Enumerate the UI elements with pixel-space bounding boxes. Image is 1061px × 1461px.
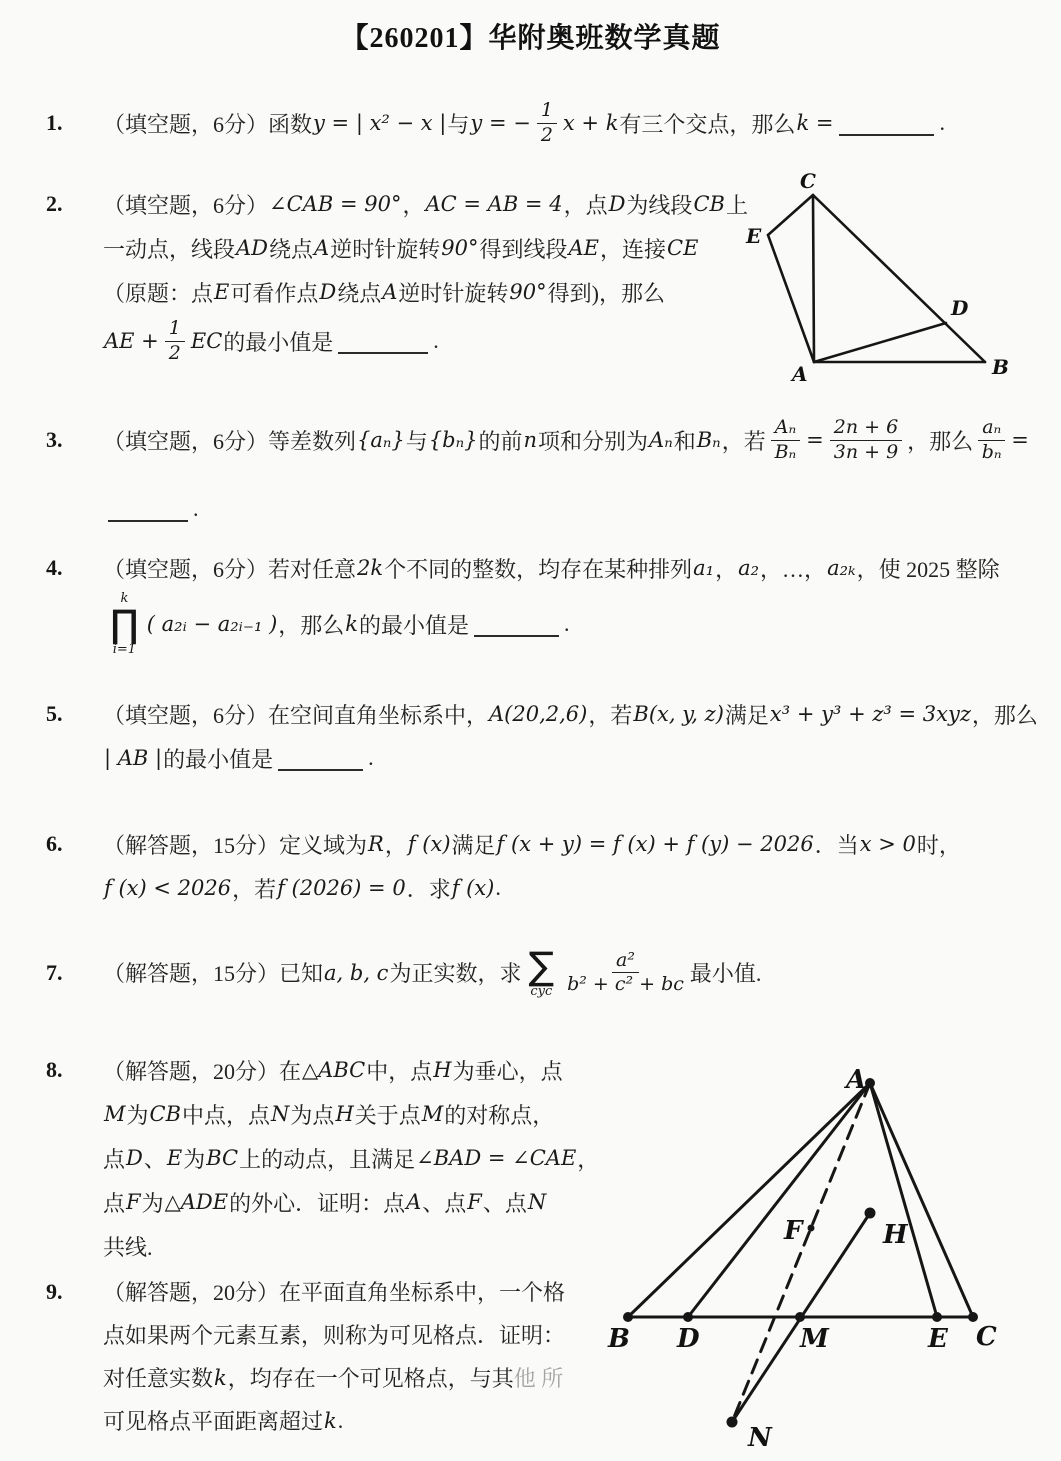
fraction-denominator: bₙ	[981, 440, 1002, 463]
fraction-numerator: 1	[165, 318, 185, 341]
problem-4	[46, 546, 1000, 658]
figure-edge-AC	[870, 1083, 973, 1317]
text-run: 上	[725, 192, 748, 218]
text-run: 共线.	[103, 1234, 153, 1260]
problem-9-number: 9.	[46, 1279, 63, 1304]
problem-9-text	[103, 1270, 565, 1442]
math-run: A	[382, 280, 398, 304]
problem-5-line-1	[103, 692, 1038, 736]
text-run: .	[368, 745, 374, 770]
math-run: 90°	[441, 236, 479, 260]
math-run: △ABC	[302, 1058, 366, 1082]
figure-label-C: C	[800, 169, 816, 193]
problem-6-line-2	[103, 866, 961, 910]
math-run: N	[527, 1190, 547, 1214]
math-run: AE +	[104, 329, 159, 353]
problem-7-text	[103, 935, 761, 1010]
text-run: .	[939, 110, 945, 135]
text-run: 关于点	[354, 1102, 421, 1128]
figure-point-C	[968, 1312, 978, 1322]
text-run: 、点	[422, 1190, 467, 1216]
math-run: AC = AB = 4	[425, 192, 563, 216]
blank-underline	[278, 753, 363, 770]
text-run: 对任意实数	[103, 1366, 214, 1391]
page-title: 【260201】华附奥班数学真题	[340, 23, 721, 54]
figure-label-D: D	[951, 296, 969, 320]
figure-label-H: H	[883, 1220, 908, 1250]
text-run: ．求	[406, 876, 451, 902]
problem-8-line-4	[103, 1180, 599, 1224]
math-run: E	[214, 280, 230, 304]
figure-point-D	[683, 1312, 693, 1322]
figure-label-E: E	[746, 224, 762, 248]
text-run: 为点	[290, 1102, 335, 1128]
problem-8-text	[103, 1048, 599, 1268]
problem-5	[46, 692, 1038, 780]
fraction-numerator: Aₙ	[771, 417, 800, 440]
sum-symbol: ∑	[528, 944, 555, 988]
math-run: E	[166, 1146, 183, 1170]
math-run: H	[335, 1102, 354, 1126]
text-run: （解答题，20分）在	[103, 1058, 302, 1084]
figure-label-A: A	[846, 1065, 867, 1095]
text-run: 点	[103, 1190, 126, 1216]
problem-2-number: 2.	[46, 191, 63, 216]
math-run: k	[214, 1365, 227, 1390]
text-run: ，若	[721, 428, 766, 454]
product-operator	[110, 592, 139, 656]
text-run: 的最小值是	[163, 746, 274, 772]
text-run: ，若	[232, 876, 277, 902]
math-run: {aₙ}	[357, 428, 405, 452]
text-run: 为	[183, 1146, 206, 1172]
text-run: 得到线段	[479, 236, 568, 262]
text-run: 绕点	[337, 280, 382, 306]
text-run: 最小值.	[689, 961, 762, 986]
text-run: 的最小值是	[223, 329, 334, 355]
math-run: BC	[206, 1146, 239, 1170]
figure-point-F	[808, 1225, 815, 1232]
problem-2-line-4	[103, 314, 748, 368]
figure-edge-CE	[768, 195, 813, 235]
text-run: 、	[143, 1146, 166, 1172]
problem-5-text	[103, 692, 1038, 780]
problem-2-line-1	[103, 182, 748, 226]
text-run: 、点	[482, 1190, 527, 1216]
math-run: k	[324, 1408, 337, 1433]
math-run: Aₙ	[649, 428, 673, 452]
text-run: （原题：点	[103, 280, 214, 306]
blank-underline	[474, 619, 559, 636]
text-run: ，使 2025 整除	[856, 556, 1000, 582]
math-run: F	[126, 1190, 141, 1214]
figure-edge-AB	[628, 1083, 870, 1317]
text-run: 的前	[478, 428, 523, 454]
problem-8	[46, 1048, 599, 1268]
text-run: 时，	[916, 832, 961, 858]
fraction-denominator: b² + c² + bc	[567, 973, 684, 995]
problem-7-line-1	[103, 935, 761, 1010]
math-run: x + k	[562, 111, 619, 135]
figure-point-N	[727, 1417, 738, 1428]
math-run: f (x + y) = f (x) + f (y) − 2026	[496, 832, 814, 856]
problem-8-line-2	[103, 1092, 599, 1136]
problem-3-number: 3.	[46, 427, 63, 452]
math-run: A	[406, 1190, 422, 1214]
figure-edge-AD	[814, 323, 946, 362]
blank-underline	[108, 504, 188, 521]
text-run: 中点，点	[182, 1102, 271, 1128]
fraction	[165, 318, 185, 364]
math-run: AE	[568, 236, 599, 260]
problem-1-line-1	[103, 95, 945, 151]
fraction-denominator: 3n + 9	[833, 440, 899, 463]
math-run: Bₙ	[696, 428, 721, 452]
figure-edge-EA	[768, 235, 814, 362]
text-run: 上的动点，且满足	[239, 1146, 416, 1172]
math-run: ( a₂ᵢ − a₂ᵢ₋₁ )	[146, 612, 278, 636]
math-run: D	[608, 192, 626, 216]
figure-point-A	[865, 1078, 875, 1088]
text-run: 满足	[724, 702, 769, 728]
math-run: H	[433, 1058, 452, 1082]
problem-6-number: 6.	[46, 831, 63, 856]
figure-edge-AD	[688, 1083, 870, 1317]
fraction	[978, 417, 1005, 463]
problem-8-line-3	[103, 1136, 599, 1180]
problem-4-number: 4.	[46, 555, 63, 580]
problem-9	[46, 1270, 565, 1442]
text-run: （填空题，6分）在空间直角坐标系中，	[103, 702, 489, 728]
text-run: （解答题，15分）已知	[103, 961, 324, 986]
text-run: ，	[577, 1146, 600, 1172]
math-run: n	[523, 428, 538, 452]
text-run: 和	[673, 428, 696, 454]
text-run: 为垂心，点	[452, 1058, 563, 1084]
text-run: ，	[384, 832, 407, 858]
text-run: .	[495, 875, 501, 900]
problem-2-line-3	[103, 270, 748, 314]
text-run: 逆时针旋转	[330, 236, 441, 262]
text-run: 项和分别为	[538, 428, 649, 454]
text-run: .	[564, 611, 570, 636]
figure-point-H	[865, 1208, 876, 1219]
problem-4-text	[103, 546, 1000, 658]
problem-4-line-2	[103, 590, 1000, 658]
sum-operator	[528, 944, 555, 999]
fraction	[537, 100, 557, 146]
problem-7	[46, 935, 761, 1010]
text-run: ，那么	[907, 428, 974, 454]
problem-2	[46, 182, 748, 368]
figure-label-B: B	[992, 355, 1009, 379]
fraction-denominator: Bₙ	[774, 440, 797, 463]
operator-lower-limit: i=1	[112, 642, 137, 657]
fraction	[771, 417, 800, 463]
problem-3-text	[103, 410, 1030, 534]
figure-label-F: F	[784, 1216, 803, 1246]
text-run: 为	[141, 1190, 164, 1216]
text-run: （填空题，6分）等差数列	[103, 428, 357, 454]
math-run: F	[467, 1190, 482, 1214]
text-run: 点如果两个元素互素，则称为可见格点．证明：	[103, 1323, 566, 1348]
math-run: CE	[667, 236, 699, 260]
math-run: =	[1011, 428, 1029, 452]
figure-point-E	[932, 1312, 942, 1322]
math-run: 2k	[357, 556, 384, 580]
math-run: y = −	[470, 111, 531, 135]
math-run: D	[126, 1146, 143, 1170]
problem-4-line-1	[103, 546, 1000, 590]
problem-6	[46, 822, 961, 910]
text-run: .	[433, 328, 439, 353]
math-run: a₂	[738, 556, 760, 580]
math-run: CB	[693, 192, 725, 216]
text-run: 他 所	[513, 1366, 564, 1391]
math-run: a₂ₖ	[827, 556, 856, 580]
math-run: R	[368, 832, 384, 856]
text-run: 一动点，线段	[103, 236, 236, 262]
problem-8-line-1	[103, 1048, 599, 1092]
problem-8-number: 8.	[46, 1057, 63, 1082]
math-run: f (x)	[407, 832, 451, 856]
problem-1-text	[103, 95, 945, 151]
text-run: 为线段	[626, 192, 693, 218]
fraction-numerator: a²	[612, 950, 639, 973]
text-run: 满足	[451, 832, 496, 858]
text-run: 的外心．证明：点	[229, 1190, 406, 1216]
text-run: ，连接	[599, 236, 666, 262]
text-run: ，那么	[971, 702, 1038, 728]
figure-label-E: E	[928, 1324, 948, 1354]
problem-1-number: 1.	[46, 110, 63, 135]
problem-8-figure	[580, 1040, 1061, 1461]
math-run: EC	[190, 329, 223, 353]
math-run: M	[421, 1102, 444, 1126]
text-run: 个不同的整数，均存在某种排列	[384, 556, 693, 582]
text-run: （填空题，6分）若对任意	[103, 556, 357, 582]
fraction-numerator: 2n + 6	[830, 417, 902, 440]
text-run: 中，点	[366, 1058, 433, 1084]
text-run: ，那么	[278, 612, 345, 638]
text-run: 与	[405, 428, 428, 454]
problem-5-line-2	[103, 736, 1038, 780]
text-run: （解答题，15分）定义域为	[103, 832, 368, 858]
text-run: 为正实数，求	[389, 961, 522, 986]
text-run: 逆时针旋转	[398, 280, 509, 306]
fraction-numerator: aₙ	[978, 417, 1005, 440]
text-run: ，…，	[760, 556, 827, 582]
fraction-numerator: 1	[537, 100, 557, 123]
text-run: （填空题，6分）	[103, 192, 269, 218]
operator-lower-limit: cyc	[530, 984, 553, 999]
problem-6-text	[103, 822, 961, 910]
problem-7-number: 7.	[46, 960, 63, 985]
text-run: （解答题，20分）在平面直角坐标系中，一个格	[103, 1280, 566, 1305]
problem-9-line-2	[103, 1313, 565, 1356]
problem-3-line-1	[103, 410, 1030, 470]
problem-1	[46, 95, 945, 151]
text-run: 的最小值是	[359, 612, 470, 638]
text-run: ，点	[563, 192, 608, 218]
math-run: B(x, y, z)	[633, 702, 724, 726]
math-run: x > 0	[859, 832, 916, 856]
text-run: .	[337, 1407, 344, 1433]
math-run: D	[319, 280, 337, 304]
problem-9-line-1	[103, 1270, 565, 1313]
math-run: | AB |	[104, 746, 163, 770]
problem-3	[46, 410, 1030, 534]
problem-9-line-3	[103, 1356, 565, 1399]
problem-6-line-1	[103, 822, 961, 866]
problem-2-text	[103, 182, 748, 368]
math-run: k =	[796, 111, 834, 135]
figure-label-B: B	[608, 1324, 630, 1354]
math-run: {bₙ}	[428, 428, 478, 452]
figure-point-B	[623, 1312, 633, 1322]
blank-underline	[338, 336, 428, 353]
figure-label-D: D	[677, 1324, 700, 1354]
text-run: 与	[447, 111, 470, 137]
math-run: △ADE	[164, 1190, 229, 1214]
math-run: A	[314, 236, 330, 260]
text-run: 可见格点平面距离超过	[103, 1409, 324, 1434]
text-run: 绕点	[269, 236, 314, 262]
operator-upper-limit: k	[120, 591, 129, 606]
text-run: 可看作点	[230, 280, 319, 306]
math-run: x³ + y³ + z³ = 3xyz	[769, 702, 971, 726]
blank-underline	[839, 118, 934, 135]
math-run: f (2026) = 0	[277, 876, 406, 900]
math-run: =	[806, 428, 824, 452]
math-run: y = | x² − x |	[313, 111, 447, 135]
figure-label-C: C	[976, 1322, 997, 1352]
fraction	[830, 417, 902, 463]
figure-edge-AE	[870, 1083, 937, 1317]
problem-2-figure	[738, 168, 1058, 396]
figure-edge-CA	[813, 195, 814, 362]
math-run: A(20,2,6)	[489, 702, 588, 726]
math-run: a, b, c	[324, 960, 389, 985]
text-run: ．当	[814, 832, 859, 858]
product-symbol: ∏	[110, 602, 139, 646]
fraction-denominator: 2	[168, 341, 181, 364]
problem-2-line-2	[103, 226, 748, 270]
math-run: CB	[149, 1102, 182, 1126]
figure-label-A: A	[792, 362, 808, 386]
math-run: M	[104, 1102, 126, 1126]
text-run: ，均存在一个可见格点，与其	[227, 1366, 514, 1391]
problem-3-line-2	[103, 484, 1030, 534]
text-run: 的对称点，	[444, 1102, 555, 1128]
math-run: k	[345, 612, 359, 636]
text-run: 得到)，那么	[547, 280, 665, 306]
text-run: .	[193, 496, 199, 521]
text-run: 点	[103, 1146, 126, 1172]
math-run: 90°	[509, 280, 547, 304]
fraction-denominator: 2	[540, 123, 553, 146]
problem-8-line-5	[103, 1224, 599, 1268]
math-run: f (x) < 2026	[104, 876, 232, 900]
figure-label-M: M	[800, 1324, 829, 1354]
problem-5-number: 5.	[46, 701, 63, 726]
math-run: ∠BAD = ∠CAE	[416, 1146, 577, 1170]
math-run: f (x)	[451, 876, 495, 900]
text-run: ，	[402, 192, 425, 218]
math-run: ∠CAB = 90°	[269, 192, 402, 216]
problem-9-line-4	[103, 1399, 565, 1442]
text-run: 有三个交点，那么	[619, 111, 796, 137]
math-run: N	[271, 1102, 290, 1126]
math-run: a₁	[693, 556, 715, 580]
fraction	[566, 950, 685, 996]
text-run: （填空题，6分）函数	[103, 111, 313, 137]
figure-edge-AN	[732, 1083, 870, 1422]
figure-point-M	[795, 1312, 805, 1322]
text-run: 为	[126, 1102, 149, 1128]
math-run: AD	[236, 236, 269, 260]
figure-label-N: N	[748, 1423, 772, 1453]
text-run: ，若	[588, 702, 633, 728]
text-run: ，	[715, 556, 738, 582]
